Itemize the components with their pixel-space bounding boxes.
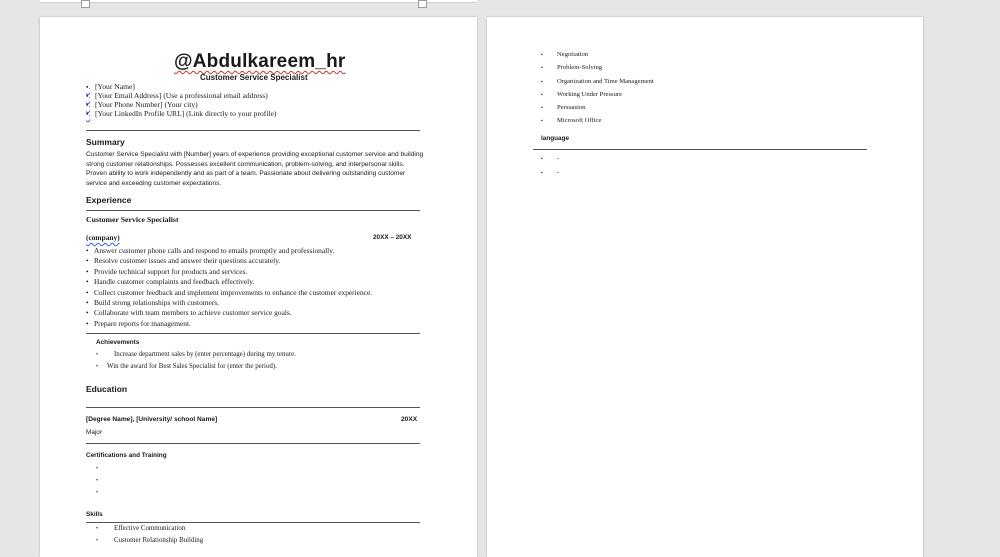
certifications-list <box>96 463 104 499</box>
resize-handle-left[interactable] <box>81 0 90 8</box>
list-item: • Increase department sales by (enter percentage) during my tenure. <box>96 351 296 358</box>
summary-text: Customer Service Specialist with [Number] years of experience providing exceptional customer service and building strong customer relationships. Possesses excellent communication, problem-solving, and interpersonal skills. Proven ability to work independently and as part of a team. Passionate about delivering outstanding customer service and exceeding customer expectations. <box>86 151 424 187</box>
divider <box>86 130 420 131</box>
list-item: • Win the award for Best Sales Specialist for (enter the period). <box>96 363 277 371</box>
list-item: • Prepare reports for management. <box>86 318 191 328</box>
achievements-list <box>96 349 296 374</box>
divider <box>86 333 420 334</box>
language-list <box>541 152 559 180</box>
divider <box>86 407 420 408</box>
contact-item: ▪. [Your Phone Number] (Your city) <box>86 100 198 109</box>
skills-list <box>96 523 203 548</box>
resume-job-title: Customer Service Specialist <box>200 73 308 82</box>
duties-list <box>86 246 372 329</box>
contact-item: ▪. [Your LinkedIn Profile URL] (Link directly to your profile) <box>86 109 277 118</box>
education-year: 20XX <box>401 416 418 423</box>
summary-heading: Summary <box>86 137 125 147</box>
list-item: ▪ - <box>541 169 560 176</box>
contact-list <box>86 82 276 118</box>
list-item: ▪ Microsoft Office <box>541 117 602 125</box>
divider <box>86 443 420 444</box>
resume-handle: @Abdulkareem_hr <box>174 51 346 72</box>
resize-handle-right[interactable] <box>418 0 427 8</box>
list-item: • <box>96 466 99 472</box>
list-item: • Customer Relationship Building <box>96 537 204 545</box>
divider <box>86 210 420 211</box>
certifications-heading: Certifications and Training <box>86 452 167 459</box>
list-item: • Resolve customer issues and answer their questions accurately. <box>86 256 281 266</box>
skills-continued-list <box>541 49 654 129</box>
experience-job-title: Customer Service Specialist <box>86 215 179 224</box>
list-item: • Effective Communication <box>96 525 186 532</box>
contact-item: ▪. [Your Email Address] (Use a professional email address) <box>86 91 268 100</box>
education-major: Major <box>86 429 102 436</box>
list-item: • Provide technical support for products and services. <box>86 266 248 276</box>
achievements-heading: Achievements <box>96 339 140 346</box>
education-heading: Education <box>86 384 128 394</box>
skills-heading: Skills <box>86 511 103 518</box>
document-page-1[interactable] <box>40 17 477 557</box>
experience-company: (company) <box>86 233 120 242</box>
list-item: • Collaborate with team members to achieve customer service goals. <box>86 308 292 318</box>
list-item: • <box>96 490 99 496</box>
list-item: ▪ Working Under Pressure <box>541 90 623 98</box>
list-item: ▪ Negotiation <box>541 51 589 58</box>
list-item: • Handle customer complaints and feedback effectively. <box>86 277 255 287</box>
list-item: • Collect customer feedback and implement improvements to enhance the customer experience. <box>86 287 373 297</box>
list-item: ▪ - <box>541 155 560 162</box>
list-item: • <box>96 478 99 484</box>
experience-heading: Experience <box>86 195 132 205</box>
previous-page-bottom-edge <box>40 0 477 3</box>
experience-dates: 20XX – 20XX <box>373 234 412 241</box>
list-item: ▪ Persuasion <box>541 104 586 112</box>
document-page-2[interactable] <box>487 17 923 557</box>
list-item: ▪ Organization and Time Management <box>541 77 654 85</box>
contact-item: ▪. [Your Name] <box>86 82 135 91</box>
list-item: • Build strong relationships with customers. <box>86 298 220 308</box>
education-degree: [Degree Name], [University/ school Name] <box>86 416 218 423</box>
divider <box>533 149 867 150</box>
list-item: • Answer customer phone calls and respond to emails promptly and professionally. <box>86 246 335 255</box>
language-heading: language <box>541 135 570 142</box>
list-item: ▪ Problem-Solving <box>541 64 603 72</box>
